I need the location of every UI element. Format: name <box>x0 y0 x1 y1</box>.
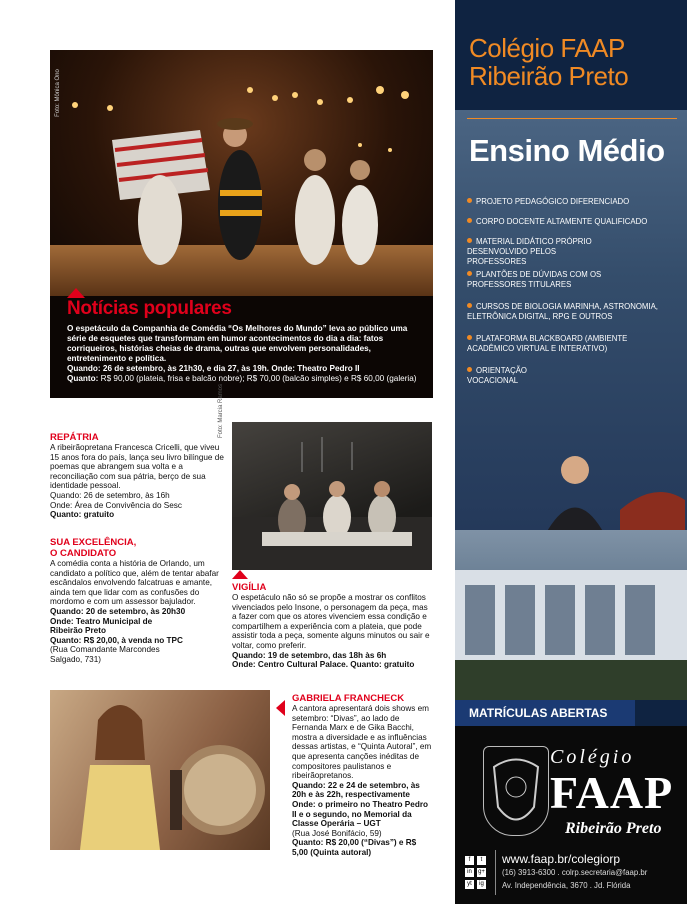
gabriela-photo <box>50 690 270 850</box>
triangle-marker-icon <box>276 700 285 716</box>
gabriela-title: GABRIELA FRANCHECK <box>292 693 405 704</box>
linkedin-icon[interactable]: in <box>465 868 474 877</box>
hero-when: Quando: 26 de setembro, às 21h30, e dia 27, às 19h. Onde: Theatro Pedro II <box>67 364 360 373</box>
vigilia-body: O espetáculo não só se propõe a mostrar os conflitos vivenciados pelo Insone, o personagem da peça, mas a fazer com que os atores vivenciem essa condição e compartilhem a experiência com a plateia, que pode assistir toda a peça, somente alguns minutos ou sair e voltar, como preferir. <box>232 593 430 650</box>
ad-item: PLANTÕES DE DÚVIDAS COM OS PROFESSORES TITULARES <box>467 270 602 289</box>
vigilia-article <box>232 582 432 670</box>
vigilia-when: Quando: 19 de setembro, das 18h às 6h <box>232 650 387 660</box>
website-link[interactable]: www.faap.br/colegiorp <box>502 852 621 866</box>
stage-lights <box>50 50 433 296</box>
contact-info: (16) 3913-6300 . colrp.secretaria@faap.br <box>502 868 648 877</box>
gabriela-body: A cantora apresentará dois shows em setembro: “Divas”, ao lado de Fernanda Marx e de Gika Bacchi, mostra a diversidade e as influências dessas artistas, e “Quinta Autoral”, em que apresenta canções inéditas de compositores paulistanos e ribeirãopretanos. <box>292 704 432 781</box>
gabriela-photo-art <box>50 690 270 850</box>
gabriela-article <box>292 693 432 858</box>
hero-description: O espetáculo da Companhia de Comédia “Os Melhores do Mundo” leva ao público uma série de esquetes que transformam em humor acontecimentos do dia a dia: fatos corriqueiros, histórias cheias de drama, outras que envolvem personalidades, entretenimento e política. <box>67 324 408 363</box>
excelencia-where-1: Onde: Teatro Municipal de <box>50 616 153 626</box>
vigilia-photo <box>232 422 432 570</box>
building-photo <box>455 530 687 700</box>
triangle-marker-icon <box>232 570 248 579</box>
hero-title: Notícias populares <box>67 298 232 319</box>
logo-ribeirao-preto: Ribeirão Preto <box>565 820 662 837</box>
divider <box>495 850 496 895</box>
enrollment-banner-label: MATRÍCULAS ABERTAS <box>469 706 608 720</box>
gabriela-where-address: (Rua José Bonifácio, 59) <box>292 828 382 838</box>
repatria-when: Quando: 26 de setembro, às 16h <box>50 490 170 500</box>
hero-price: R$ 90,00 (plateia, frisa e balcão nobre); R$ 70,00 (balcão simples) e R$ 60,00 (galeria) <box>100 374 417 383</box>
excelencia-when: Quando: 20 de setembro, às 20h30 <box>50 606 186 616</box>
repatria-title: REPÁTRIA <box>50 432 99 443</box>
ad-item: CURSOS DE BIOLOGIA MARINHA, ASTRONOMIA, ELETRÔNICA DIGITAL, RPG E OUTROS <box>467 302 658 321</box>
hero-body <box>67 324 427 384</box>
hero-price-label: Quanto: <box>67 374 99 383</box>
excelencia-body: A comédia conta a história de Orlando, um candidato a político que, além de tentar abafar escândalos envolvendo falcatruas e amante, ainda tem que lidar com as confusões do mordomo e com um assessor bajulador. <box>50 559 219 607</box>
logo-colegio: Colégio <box>550 746 635 768</box>
hero-article <box>50 50 433 398</box>
facebook-icon[interactable]: f <box>465 856 474 865</box>
ad-item: PLATAFORMA BLACKBOARD (AMBIENTE ACADÊMICO VIRTUAL E INTERATIVO) <box>467 334 628 353</box>
repatria-article <box>50 432 230 520</box>
vigilia-where: Onde: Centro Cultural Palace. Quanto: gratuito <box>232 660 415 670</box>
excelencia-article <box>50 537 228 665</box>
excelencia-where-2: Ribeirão Preto <box>50 626 106 636</box>
twitter-icon[interactable]: t <box>477 856 486 865</box>
vigilia-photo-credit: Foto: Marcia Ramos <box>218 383 224 438</box>
vigilia-title: VIGÍLIA <box>232 582 267 593</box>
repatria-where: Onde: Área de Convivência do Sesc <box>50 500 182 510</box>
vigilia-photo-art <box>232 422 432 570</box>
googleplus-icon[interactable]: g+ <box>478 869 485 875</box>
gabriela-where: Onde: o primeiro no Theatro Pedro II e o segundo, no Memorial da Classe Operária – UGT <box>292 799 429 829</box>
ad-title-line1: Colégio FAAP <box>469 33 625 63</box>
address: Av. Independência, 3670 . Jd. Flórida <box>502 881 631 890</box>
repatria-body: A ribeirãopretana Francesca Cricelli, que viveu 15 anos fora do país, lança seu livro bilíngue de poemas que abrangem sua volta e a reconciliação com sua pátria, berço de sua identidade pessoal. <box>50 443 224 491</box>
enrollment-banner[interactable] <box>455 700 635 726</box>
faap-crest-logo <box>483 746 549 836</box>
ad-item: MATERIAL DIDÁTICO PRÓPRIO DESENVOLVIDO PELOS PROFESSORES <box>467 237 592 266</box>
excelencia-price-2: (Rua Comandante Marcondes <box>50 645 160 655</box>
teacher-photo <box>525 440 685 540</box>
faap-advertisement[interactable] <box>455 0 687 904</box>
hero-photo <box>50 50 433 296</box>
vigilia-marker <box>232 570 248 579</box>
excelencia-price-1: Quanto: R$ 20,00, à venda no TPC <box>50 635 183 645</box>
ad-item: PROJETO PEDAGÓGICO DIFERENCIADO <box>467 197 677 207</box>
divider <box>467 118 677 119</box>
repatria-price: Quanto: gratuito <box>50 510 115 520</box>
triangle-marker-icon <box>67 288 85 298</box>
ad-item: ORIENTAÇÃO VOCACIONAL <box>467 366 527 385</box>
excelencia-title-line1: SUA EXCELÊNCIA, <box>50 537 137 548</box>
ad-subtitle: Ensino Médio <box>469 133 665 168</box>
gabriela-when: Quando: 22 e 24 de setembro, às 20h e às 22h, respectivamente <box>292 780 420 800</box>
logo-faap: FAAP <box>550 767 674 818</box>
youtube-icon[interactable]: yt <box>465 880 474 889</box>
photo-credit: Foto: Mônica Ono <box>54 69 61 117</box>
instagram-icon[interactable]: ig <box>477 880 486 889</box>
gabriela-price: Quanto: R$ 20,00 (“Divas”) e R$ 5,00 (Quinta autoral) <box>292 838 417 857</box>
excelencia-title-line2: O CANDIDATO <box>50 548 117 559</box>
ad-item: CORPO DOCENTE ALTAMENTE QUALIFICADO <box>467 217 677 227</box>
ad-title-line2: Ribeirão Preto <box>469 61 629 91</box>
excelencia-price-3: Salgado, 731) <box>50 654 101 664</box>
ad-title <box>469 34 628 90</box>
